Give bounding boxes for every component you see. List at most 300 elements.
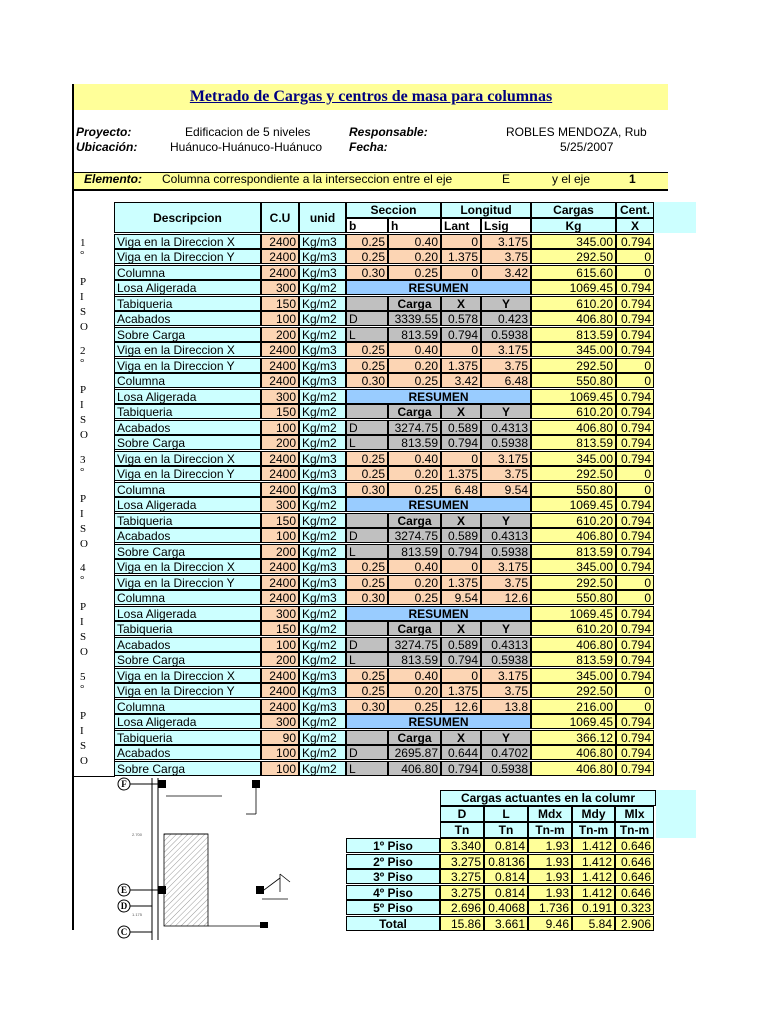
summary-value: 2.696: [440, 900, 484, 915]
row-h: 0.25: [388, 373, 441, 388]
row-lsig: 3.175: [481, 342, 531, 357]
resumen-header: RESUMEN: [346, 497, 531, 512]
row-carga: 292.50: [531, 575, 616, 590]
resumen-d-carga: 3274.75: [388, 420, 441, 435]
resumen-blank: [346, 404, 388, 419]
row-h: 0.20: [388, 466, 441, 481]
resumen-d-carga: 2695.87: [388, 745, 441, 760]
elemento-text: Columna correspondiente a la interseccion entre el eje: [162, 172, 453, 186]
row-lsig: 3.75: [481, 466, 531, 481]
col-kg-header: Kg: [531, 218, 616, 233]
piso-letter: P: [80, 601, 87, 613]
resumen-blank: [346, 730, 388, 745]
row-cent-x: 0.794: [616, 559, 654, 574]
row-carga: 813.59: [531, 544, 616, 559]
row-carga: 1069.45: [531, 606, 616, 621]
row-descripcion: Sobre Carga: [114, 435, 261, 450]
row-cu: 100: [261, 761, 299, 776]
row-cent-x: 0: [616, 466, 654, 481]
piso-letter: P: [80, 275, 87, 288]
col-lant-header: Lant: [441, 218, 481, 233]
row-carga: 406.80: [531, 745, 616, 760]
resumen-l-y: 0.5938: [481, 544, 531, 559]
row-lant: 9.54: [441, 590, 481, 605]
summary-value: 0.814: [484, 838, 528, 853]
row-b: 0.30: [346, 482, 388, 497]
row-carga: 345.00: [531, 668, 616, 683]
row-descripcion: Losa Aligerada: [114, 497, 261, 512]
row-unid: Kg/m3: [299, 249, 346, 264]
row-descripcion: Viga en la Direccion X: [114, 451, 261, 466]
row-b: 0.30: [346, 265, 388, 280]
row-cent-x: 0.794: [616, 451, 654, 466]
row-carga: 406.80: [531, 761, 616, 776]
row-cu: 150: [261, 404, 299, 419]
summary-value: 3.275: [440, 885, 484, 900]
row-unid: Kg/m3: [299, 342, 346, 357]
summary-value: 2.906: [615, 916, 654, 931]
row-descripcion: Viga en la Direccion Y: [114, 249, 261, 264]
row-carga: 345.00: [531, 342, 616, 357]
col-b-header: b: [346, 218, 388, 233]
row-unid: Kg/m3: [299, 590, 346, 605]
row-descripcion: Viga en la Direccion X: [114, 234, 261, 249]
row-cent-x: 0.794: [616, 637, 654, 652]
piso-letter: P: [80, 384, 87, 396]
row-descripcion: Viga en la Direccion Y: [114, 466, 261, 481]
row-b: 0.25: [346, 575, 388, 590]
resumen-d-label: D: [346, 528, 388, 543]
resumen-l-carga: 406.80: [388, 761, 441, 776]
resumen-d-x: 0.589: [441, 528, 481, 543]
summary-value: 0.646: [615, 869, 654, 884]
row-carga: 813.59: [531, 327, 616, 342]
col-cent-header: Cent.: [616, 202, 654, 218]
row-descripcion: Columna: [114, 373, 261, 388]
row-carga: 292.50: [531, 466, 616, 481]
summary-value: 0.8136: [484, 854, 528, 869]
row-descripcion: Losa Aligerada: [114, 714, 261, 729]
resumen-carga-header: Carga: [388, 404, 441, 419]
row-carga: 550.80: [531, 373, 616, 388]
row-unid: Kg/m2: [299, 280, 346, 295]
row-carga: 610.20: [531, 296, 616, 311]
row-carga: 1069.45: [531, 280, 616, 295]
resumen-l-x: 0.794: [441, 544, 481, 559]
piso-letter: P: [80, 492, 87, 505]
row-cent-x: 0.794: [616, 280, 654, 295]
resumen-d-label: D: [346, 420, 388, 435]
row-h: 0.25: [388, 482, 441, 497]
row-carga: 345.00: [531, 559, 616, 574]
row-carga: 366.12: [531, 730, 616, 745]
row-unid: Kg/m3: [299, 668, 346, 683]
resumen-d-x: 0.589: [441, 420, 481, 435]
row-b: 0.30: [346, 699, 388, 714]
resumen-l-x: 0.794: [441, 761, 481, 776]
row-cu: 2400: [261, 249, 299, 264]
summary-value: 1.736: [528, 900, 572, 915]
row-carga: 1069.45: [531, 497, 616, 512]
row-descripcion: Columna: [114, 265, 261, 280]
row-unid: Kg/m3: [299, 373, 346, 388]
resumen-d-carga: 3274.75: [388, 637, 441, 652]
piso-label-2: [74, 342, 115, 452]
row-descripcion: Sobre Carga: [114, 652, 261, 667]
row-carga: 406.80: [531, 311, 616, 326]
row-cent-x: 0.794: [616, 435, 654, 450]
row-descripcion: Tabiqueria: [114, 513, 261, 528]
row-cent-x: 0.794: [616, 745, 654, 760]
row-cu: 100: [261, 745, 299, 760]
row-lsig: 13.8: [481, 699, 531, 714]
row-cent-x: 0.794: [616, 342, 654, 357]
resumen-l-y: 0.5938: [481, 652, 531, 667]
col-h-header: h: [388, 218, 441, 233]
ubicacion-value: Huánuco-Huánuco-Huánuco: [170, 140, 323, 154]
row-carga: 550.80: [531, 590, 616, 605]
resumen-x-header: X: [441, 513, 481, 528]
row-cu: 2400: [261, 342, 299, 357]
row-descripcion: Sobre Carga: [114, 327, 261, 342]
row-descripcion: Losa Aligerada: [114, 280, 261, 295]
row-cent-x: 0.794: [616, 404, 654, 419]
row-unid: Kg/m3: [299, 699, 346, 714]
row-lant: 0: [441, 559, 481, 574]
resumen-l-carga: 813.59: [388, 435, 441, 450]
piso-letter: °: [80, 574, 85, 586]
summary-value: 0.323: [615, 900, 654, 915]
summary-value: 0.646: [615, 838, 654, 853]
resumen-y-header: Y: [481, 296, 531, 311]
summary-value: 1.412: [572, 838, 615, 853]
row-cent-x: 0.794: [616, 528, 654, 543]
piso-label-1: [74, 234, 115, 344]
summary-value: 3.275: [440, 869, 484, 884]
row-lant: 1.375: [441, 466, 481, 481]
row-lant: 12.6: [441, 699, 481, 714]
summary-value: 1.93: [528, 854, 572, 869]
summary-value: 15.86: [440, 916, 484, 931]
row-cu: 2400: [261, 668, 299, 683]
resumen-l-carga: 813.59: [388, 544, 441, 559]
row-cent-x: 0.794: [616, 730, 654, 745]
row-cu: 2400: [261, 373, 299, 388]
row-cu: 2400: [261, 482, 299, 497]
row-descripcion: Viga en la Direccion X: [114, 559, 261, 574]
row-descripcion: Tabiqueria: [114, 730, 261, 745]
row-cent-x: 0.794: [616, 652, 654, 667]
row-carga: 610.20: [531, 513, 616, 528]
row-descripcion: Tabiqueria: [114, 296, 261, 311]
axis-c-bubble: [118, 926, 130, 938]
piso-label-4: [74, 559, 115, 669]
row-lsig: 3.175: [481, 668, 531, 683]
resumen-x-header: X: [441, 730, 481, 745]
axis-f-label: F: [121, 779, 127, 789]
row-h: 0.25: [388, 265, 441, 280]
elemento-y-el-eje: y el eje: [552, 172, 591, 186]
summary-col-header: Mlx: [615, 806, 654, 822]
row-b: 0.25: [346, 358, 388, 373]
row-unid: Kg/m2: [299, 327, 346, 342]
piso-letter: O: [80, 646, 88, 658]
row-descripcion: Viga en la Direccion Y: [114, 683, 261, 698]
row-lant: 6.48: [441, 482, 481, 497]
resumen-l-y: 0.5938: [481, 327, 531, 342]
summary-col-unit: Tn-m: [615, 822, 654, 838]
piso-letter: O: [80, 320, 88, 333]
row-unid: Kg/m3: [299, 451, 346, 466]
row-descripcion: Acabados: [114, 311, 261, 326]
col-seccion-header: Seccion: [346, 202, 441, 218]
row-cent-x: 0.794: [616, 606, 654, 621]
row-cu: 90: [261, 730, 299, 745]
row-cu: 150: [261, 296, 299, 311]
summary-col-unit: Tn-m: [572, 822, 615, 838]
resumen-header: RESUMEN: [346, 389, 531, 404]
resumen-x-header: X: [441, 296, 481, 311]
summary-value: 0.646: [615, 885, 654, 900]
col-cargas-header: Cargas: [531, 202, 616, 218]
row-lsig: 3.75: [481, 249, 531, 264]
row-h: 0.20: [388, 683, 441, 698]
row-unid: Kg/m3: [299, 482, 346, 497]
resumen-y-header: Y: [481, 621, 531, 636]
row-descripcion: Viga en la Direccion Y: [114, 575, 261, 590]
row-unid: Kg/m2: [299, 761, 346, 776]
row-cent-x: 0: [616, 699, 654, 714]
row-cu: 300: [261, 714, 299, 729]
row-cent-x: 0: [616, 683, 654, 698]
summary-col-unit: Tn-m: [528, 822, 572, 838]
resumen-d-x: 0.578: [441, 311, 481, 326]
row-cu: 150: [261, 513, 299, 528]
row-cu: 100: [261, 637, 299, 652]
row-cu: 2400: [261, 683, 299, 698]
row-cent-x: 0.794: [616, 621, 654, 636]
col-descripcion-header: Descripcion: [114, 202, 261, 233]
row-lant: 0: [441, 342, 481, 357]
row-h: 0.40: [388, 451, 441, 466]
row-cent-x: 0.794: [616, 497, 654, 512]
proyecto-label: Proyecto:: [76, 125, 132, 139]
row-cu: 300: [261, 606, 299, 621]
row-unid: Kg/m2: [299, 714, 346, 729]
piso-letter: S: [80, 631, 87, 643]
row-carga: 345.00: [531, 451, 616, 466]
row-lant: 1.375: [441, 575, 481, 590]
row-carga: 406.80: [531, 528, 616, 543]
resumen-d-y: 0.4702: [481, 745, 531, 760]
row-cent-x: 0.794: [616, 296, 654, 311]
summary-value: 1.412: [572, 869, 615, 884]
row-cu: 100: [261, 528, 299, 543]
row-h: 0.40: [388, 559, 441, 574]
elemento-eje2: 1: [629, 172, 636, 186]
row-unid: Kg/m2: [299, 637, 346, 652]
row-carga: 1069.45: [531, 389, 616, 404]
resumen-y-header: Y: [481, 730, 531, 745]
piso-letter: O: [80, 429, 88, 441]
axis-e-label: E: [120, 885, 128, 895]
row-b: 0.30: [346, 590, 388, 605]
resumen-y-header: Y: [481, 513, 531, 528]
row-descripcion: Tabiqueria: [114, 404, 261, 419]
resumen-d-label: D: [346, 637, 388, 652]
piso-letter: °: [80, 248, 85, 261]
row-carga: 610.20: [531, 621, 616, 636]
resumen-d-x: 0.644: [441, 745, 481, 760]
summary-row-label: 1º Piso: [346, 838, 440, 853]
summary-row-label: 2º Piso: [346, 854, 440, 869]
row-unid: Kg/m2: [299, 497, 346, 512]
row-h: 0.40: [388, 668, 441, 683]
row-cu: 200: [261, 544, 299, 559]
piso-letter: 4: [80, 562, 86, 574]
dimension-note: 1.175: [132, 912, 143, 917]
row-carga: 1069.45: [531, 714, 616, 729]
row-cent-x: 0.794: [616, 389, 654, 404]
row-lsig: 3.175: [481, 559, 531, 574]
row-cent-x: 0.794: [616, 420, 654, 435]
resumen-l-y: 0.5938: [481, 761, 531, 776]
row-b: 0.25: [346, 451, 388, 466]
col-longitud-header: Longitud: [441, 202, 531, 218]
resumen-l-x: 0.794: [441, 435, 481, 450]
row-cent-x: 0: [616, 482, 654, 497]
summary-col-unit: Tn: [440, 822, 484, 838]
row-b: 0.25: [346, 342, 388, 357]
row-unid: Kg/m2: [299, 420, 346, 435]
row-unid: Kg/m2: [299, 745, 346, 760]
responsable-label: Responsable:: [349, 125, 428, 139]
summary-filler: [656, 790, 696, 838]
row-lsig: 3.175: [481, 451, 531, 466]
elemento-label: Elemento:: [84, 172, 143, 186]
summary-value: 1.412: [572, 854, 615, 869]
row-descripcion: Acabados: [114, 528, 261, 543]
row-lant: 0: [441, 234, 481, 249]
row-carga: 615.60: [531, 265, 616, 280]
row-lant: 0: [441, 451, 481, 466]
summary-value: 9.46: [528, 916, 572, 931]
row-descripcion: Columna: [114, 699, 261, 714]
row-descripcion: Tabiqueria: [114, 621, 261, 636]
row-carga: 813.59: [531, 435, 616, 450]
fecha-value: 5/25/2007: [560, 140, 614, 154]
row-cu: 300: [261, 497, 299, 512]
row-cu: 200: [261, 652, 299, 667]
proyecto-value: Edificacion de 5 niveles: [185, 125, 311, 139]
row-b: 0.25: [346, 249, 388, 264]
summary-value: 5.84: [572, 916, 615, 931]
summary-value: 3.340: [440, 838, 484, 853]
summary-title: Cargas actuantes en la columr: [440, 790, 656, 806]
row-cent-x: 0.794: [616, 714, 654, 729]
row-cu: 150: [261, 621, 299, 636]
row-unid: Kg/m3: [299, 575, 346, 590]
row-unid: Kg/m2: [299, 404, 346, 419]
row-cent-x: 0: [616, 590, 654, 605]
row-carga: 406.80: [531, 420, 616, 435]
piso-letter: I: [80, 290, 84, 303]
row-lsig: 3.75: [481, 683, 531, 698]
row-lant: 1.375: [441, 249, 481, 264]
row-descripcion: Losa Aligerada: [114, 606, 261, 621]
row-lant: 0: [441, 668, 481, 683]
summary-value: 3.275: [440, 854, 484, 869]
row-unid: Kg/m2: [299, 389, 346, 404]
row-cent-x: 0.794: [616, 668, 654, 683]
summary-value: 1.93: [528, 885, 572, 900]
summary-row-label: 3º Piso: [346, 869, 440, 884]
row-unid: Kg/m2: [299, 606, 346, 621]
summary-col-header: Mdx: [528, 806, 572, 822]
row-descripcion: Acabados: [114, 637, 261, 652]
row-cent-x: 0.794: [616, 761, 654, 776]
resumen-header: RESUMEN: [346, 280, 531, 295]
row-h: 0.40: [388, 234, 441, 249]
piso-letter: 1: [80, 236, 86, 249]
resumen-y-header: Y: [481, 404, 531, 419]
row-h: 0.20: [388, 249, 441, 264]
ubicacion-label: Ubicación:: [76, 140, 138, 154]
summary-value: 1.412: [572, 885, 615, 900]
piso-letter: I: [80, 507, 84, 520]
fecha-label: Fecha:: [349, 140, 388, 154]
row-carga: 813.59: [531, 652, 616, 667]
row-cu: 2400: [261, 451, 299, 466]
row-descripcion: Viga en la Direccion X: [114, 342, 261, 357]
row-cu: 2400: [261, 575, 299, 590]
row-carga: 216.00: [531, 699, 616, 714]
axis-d-label: D: [120, 901, 128, 911]
axis-e-bubble: [118, 884, 130, 896]
row-carga: 292.50: [531, 683, 616, 698]
row-unid: Kg/m2: [299, 621, 346, 636]
piso-letter: O: [80, 754, 88, 767]
piso-letter: °: [80, 357, 85, 369]
row-cent-x: 0.794: [616, 513, 654, 528]
row-h: 0.40: [388, 342, 441, 357]
row-descripcion: Losa Aligerada: [114, 389, 261, 404]
row-unid: Kg/m3: [299, 466, 346, 481]
dimension-note: 2.700: [132, 832, 143, 837]
row-unid: Kg/m3: [299, 683, 346, 698]
resumen-l-x: 0.794: [441, 327, 481, 342]
resumen-carga-header: Carga: [388, 621, 441, 636]
resumen-d-y: 0.423: [481, 311, 531, 326]
resumen-d-carga: 3274.75: [388, 528, 441, 543]
row-cent-x: 0.794: [616, 234, 654, 249]
piso-letter: S: [80, 305, 87, 318]
piso-letter: 2: [80, 345, 86, 357]
piso-letter: O: [80, 537, 88, 550]
row-unid: Kg/m2: [299, 528, 346, 543]
row-cu: 2400: [261, 466, 299, 481]
summary-value: 3.661: [484, 916, 528, 931]
resumen-x-header: X: [441, 621, 481, 636]
resumen-header: RESUMEN: [346, 714, 531, 729]
row-unid: Kg/m3: [299, 559, 346, 574]
summary-row-label: 4º Piso: [346, 885, 440, 900]
row-cent-x: 0: [616, 358, 654, 373]
summary-col-header: Mdy: [572, 806, 615, 822]
row-cu: 200: [261, 327, 299, 342]
row-descripcion: Viga en la Direccion Y: [114, 358, 261, 373]
resumen-l-label: L: [346, 435, 388, 450]
